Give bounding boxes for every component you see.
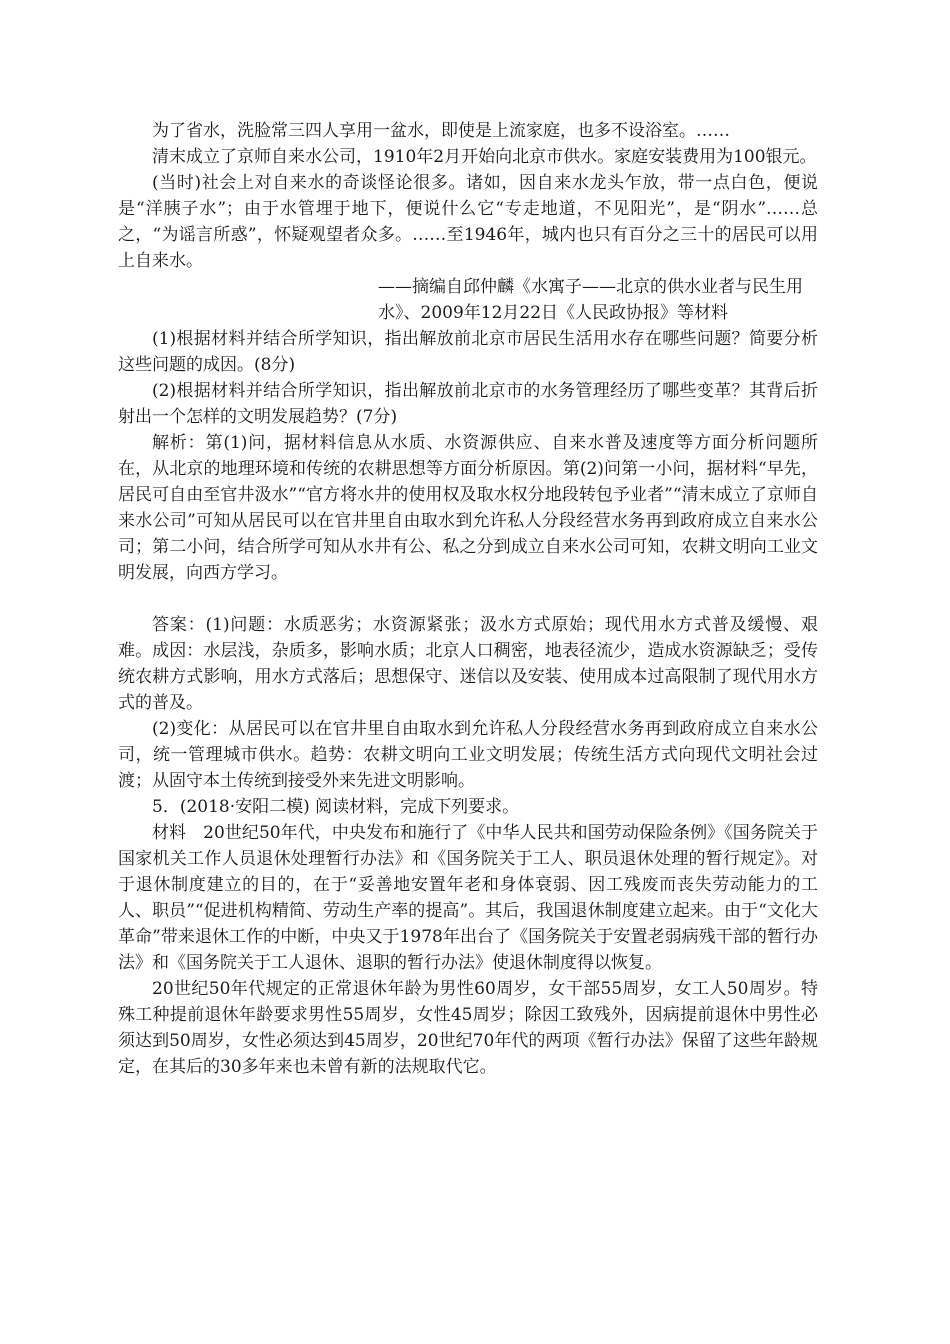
- analysis-paragraph: 解析：第(1)问，据材料信息从水质、水资源供应、自来水普及速度等方面分析问题所在，从北京的地理环境和传统的农耕思想等方面分析原因。第(2)问第一小问，据材料“早先，居民可自由至官井汲水”“官方将水井的使用权及取水权分地段转包予业者”“清末成立了京师自来水公司”可知从居民可以在官井里自由取水到允许私人分段经营水务再到政府成立自来水公司；第二小问，结合所学可知从水井有公、私之分到成立自来水公司可知，农耕文明向工业文明发展，向西方学习。: [118, 433, 818, 583]
- material-paragraph: (当时)社会上对自来水的奇谈怪论很多。诸如，因自来水龙头乍放，带一点白色，便说是“洋胰子水”；由于水管埋于地下，便说什么它“专走地道，不见阳光”，是“阴水”……总之，“为谣言所惑”，怀疑观望者众多。……至1946年，城内也只有百分之三十的居民可以用上自来水。: [118, 173, 818, 271]
- question-5-heading: 5．(2018·安阳二模) 阅读材料，完成下列要求。: [152, 797, 520, 817]
- material-paragraph: 清末成立了京师自来水公司，1910年2月开始向北京市供水。家庭安装费用为100银元。: [152, 147, 817, 167]
- material-paragraph: 材料 20世纪50年代，中央发布和施行了《中华人民共和国劳动保险条例》《国务院关于国家机关工作人员退休处理暂行办法》和《国务院关于工人、职员退休处理的暂行规定》。对于退休制度建立的目的，在于“妥善地安置年老和身体衰弱、因工残废而丧失劳动能力的工人、职员”“促进机构精简、劳动生产率的提高”。其后，我国退休制度建立起来。由于“文化大革命”带来退休工作的中断，中央又于1978年出台了《国务院关于安置老弱病残干部的暂行办法》和《国务院关于工人退休、退职的暂行办法》使退休制度得以恢复。: [118, 823, 818, 973]
- answer-paragraph-2: (2)变化：从居民可以在官井里自由取水到允许私人分段经营水务再到政府成立自来水公司，统一管理城市供水。趋势：农耕文明向工业文明发展；传统生活方式向现代文明社会过渡；从固守本土传统到接受外来先进文明影响。: [118, 719, 818, 791]
- material-paragraph: 20世纪50年代规定的正常退休年龄为男性60周岁，女干部55周岁，女工人50周岁。特殊工种提前退休年龄要求男性55周岁，女性45周岁；除因工致残外，因病提前退休中男性必须达到50周岁，女性必须达到45周岁，20世纪70年代的两项《暂行办法》保留了这些年龄规定，在其后的30多年来也未曾有新的法规取代它。: [118, 979, 818, 1077]
- source-citation: ——摘编自邱仲麟《水寓子——北京的供水业者与民生用水》、2009年12月22日《人民政协报》等材料: [378, 277, 803, 323]
- material-paragraph: 为了省水，洗脸常三四人享用一盆水，即使是上流家庭，也多不设浴室。……: [152, 121, 730, 141]
- question-1: (1)根据材料并结合所学知识，指出解放前北京市居民生活用水存在哪些问题？简要分析这些问题的成因。(8分): [118, 329, 818, 375]
- spacer: [118, 586, 818, 612]
- question-2: (2)根据材料并结合所学知识，指出解放前北京市的水务管理经历了哪些变革？其背后折射出一个怎样的文明发展趋势？(7分): [118, 381, 818, 427]
- document-page: [118, 118, 818, 1080]
- answer-paragraph-1: 答案：(1)问题：水质恶劣；水资源紧张；汲水方式原始；现代用水方式普及缓慢、艰难。成因：水层浅，杂质多，影响水质；北京人口稠密，地表径流少，造成水资源缺乏；受传统农耕方式影响，用水方式落后；思想保守、迷信以及安装、使用成本过高限制了现代用水方式的普及。: [118, 615, 818, 713]
